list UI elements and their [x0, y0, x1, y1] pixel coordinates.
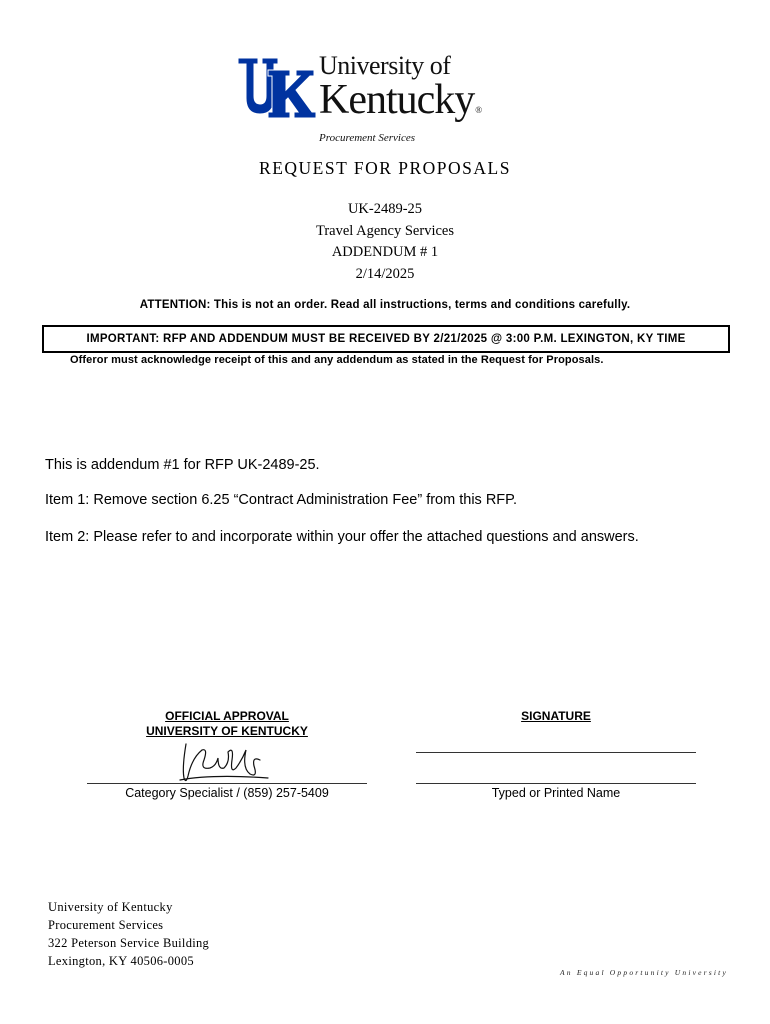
handwritten-signature-icon: [172, 738, 272, 786]
approval-heading-line2: UNIVERSITY OF KENTUCKY: [146, 724, 308, 738]
mailing-address: [48, 898, 209, 970]
address-line-4: Lexington, KY 40506-0005: [48, 954, 194, 968]
logo-line-kentucky: [319, 77, 482, 130]
address-line-3: 322 Peterson Service Building: [48, 936, 210, 950]
registered-mark: ®: [475, 105, 482, 115]
address-line-1: University of Kentucky: [48, 900, 173, 914]
addendum-item-2: Item 2: Please refer to and incorporate within your offer the attached questions and answers.: [45, 529, 639, 545]
rfp-service: Travel Agency Services: [316, 222, 454, 239]
rfp-details: [0, 199, 770, 285]
category-specialist-caption: Category Specialist / (859) 257-5409: [125, 786, 329, 800]
logo-kentucky-text: Kentucky: [319, 77, 475, 123]
addendum-item-1: Item 1: Remove section 6.25 “Contract Administration Fee” from this RFP.: [45, 492, 517, 508]
logo-wordmark: [319, 52, 481, 144]
approval-heading-line1: OFFICIAL APPROVAL: [165, 709, 289, 723]
address-line-2: Procurement Services: [48, 918, 164, 932]
uk-logo-mark-icon: [236, 56, 316, 120]
approval-signature-line: [87, 783, 367, 784]
equal-opportunity-tagline: An Equal Opportunity University: [560, 968, 728, 977]
signature-heading: SIGNATURE: [521, 709, 591, 723]
university-logo: [236, 51, 526, 144]
logo-line-university-of: University of: [319, 51, 451, 80]
printed-name-line: [416, 783, 696, 784]
printed-name-caption: Typed or Printed Name: [491, 786, 621, 800]
addendum-intro: This is addendum #1 for RFP UK-2489-25.: [45, 457, 320, 473]
addendum-date: 2/14/2025: [355, 265, 415, 282]
document-title: REQUEST FOR PROPOSALS: [259, 158, 511, 178]
signature-line: [416, 752, 696, 753]
attention-notice: ATTENTION: This is not an order. Read all instructions, terms and conditions carefully.: [139, 299, 631, 311]
rfp-number: UK-2489-25: [347, 201, 423, 217]
official-approval-heading: [87, 709, 367, 739]
logo-line-procurement: Procurement Services: [319, 132, 416, 144]
addendum-number: ADDENDUM # 1: [331, 244, 439, 260]
important-deadline-box: IMPORTANT: RFP AND ADDENDUM MUST BE RECEIVED BY 2/21/2025 @ 3:00 P.M. LEXINGTON, KY TIME: [42, 325, 730, 353]
offeror-acknowledge-note: Offeror must acknowledge receipt of this and any addendum as stated in the Request for Proposals.: [70, 354, 604, 366]
